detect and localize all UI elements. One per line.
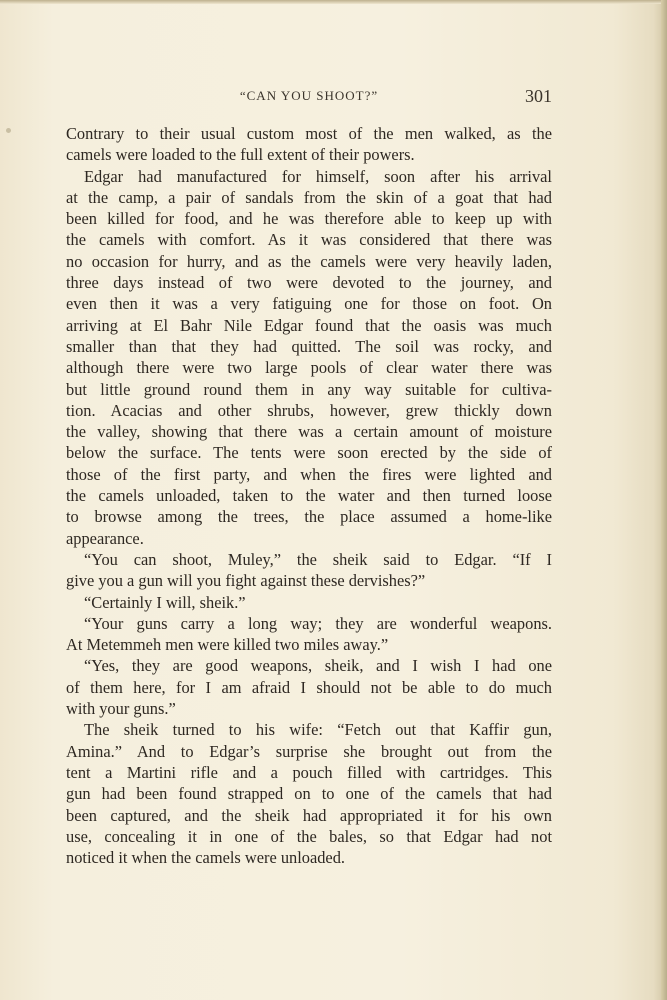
binding-mark: [6, 128, 11, 133]
page-top-edge: [0, 0, 667, 4]
text-line: “Certainly I will, sheik.”: [84, 592, 246, 612]
text-line: although there were two large pools of clear water there was: [66, 358, 552, 378]
text-line: appearance.: [66, 528, 144, 548]
text-line: even then it was a very fatiguing one for those on foot. On: [66, 294, 552, 314]
text-line: Amina.” And to Edgar’s surprise she brought out from the: [66, 741, 552, 761]
text-line: to browse among the trees, the place assumed a home-like: [66, 507, 552, 527]
text-line: use, concealing it in one of the bales, so that Edgar had not: [66, 826, 552, 846]
text-line: arriving at El Bahr Nile Edgar found that the oasis was much: [66, 315, 552, 335]
text-line: The sheik turned to his wife: “Fetch out that Kaffir gun,: [84, 720, 552, 740]
text-line: at the camp, a pair of sandals from the skin of a goat that had: [66, 187, 552, 207]
text-line: three days instead of two were devoted to the journey, and: [66, 273, 552, 293]
text-line: smaller than that they had quitted. The soil was rocky, and: [66, 336, 552, 356]
text-line: camels were loaded to the full extent of their powers.: [66, 145, 415, 165]
text-line: Contrary to their usual custom most of the men walked, as the: [66, 124, 552, 143]
page-number: 301: [525, 86, 552, 106]
text-line: been captured, and the sheik had appropriated it for his own: [66, 805, 552, 825]
text-line: noticed it when the camels were unloaded.: [66, 848, 345, 868]
text-line: the camels unloaded, taken to the water and then turned loose: [66, 486, 552, 506]
text-line: tent a Martini rifle and a pouch filled with cartridges. This: [66, 762, 552, 782]
body-text: [66, 123, 552, 868]
text-line: Edgar had manufactured for himself, soon after his arrival: [84, 166, 552, 186]
text-line: the valley, showing that there was a certain amount of moisture: [66, 422, 552, 442]
text-line: gun had been found strapped on to one of the camels that had: [66, 784, 552, 804]
text-line: give you a gun will you fight against these dervishes?”: [66, 571, 426, 591]
text-line: those of the first party, and when the fires were lighted and: [66, 464, 552, 484]
text-line: At Metemmeh men were killed two miles away.”: [66, 635, 389, 655]
text-line: “Yes, they are good weapons, sheik, and I wish I had one: [84, 656, 552, 676]
page-right-edge: [661, 0, 667, 1000]
text-line: with your guns.”: [66, 699, 176, 719]
text-line: the camels with comfort. As it was considered that there was: [66, 230, 552, 250]
running-title: “CAN YOU SHOOT?”: [239, 88, 379, 103]
text-line: no occasion for hurry, and as the camels were very heavily laden,: [66, 251, 552, 271]
text-line: of them here, for I am afraid I should not be able to do much: [66, 677, 552, 697]
page-header: [66, 86, 552, 110]
text-line: below the surface. The tents were soon erected by the side of: [66, 443, 552, 463]
text-line: tion. Acacias and other shrubs, however, grew thickly down: [66, 400, 552, 420]
text-line: but little ground round them in any way suitable for cultiva-: [66, 379, 552, 399]
text-line: “Your guns carry a long way; they are wonderful weapons.: [84, 613, 552, 633]
text-line: “You can shoot, Muley,” the sheik said to Edgar. “If I: [84, 549, 552, 569]
text-line: been killed for food, and he was therefore able to keep up with: [66, 209, 552, 229]
